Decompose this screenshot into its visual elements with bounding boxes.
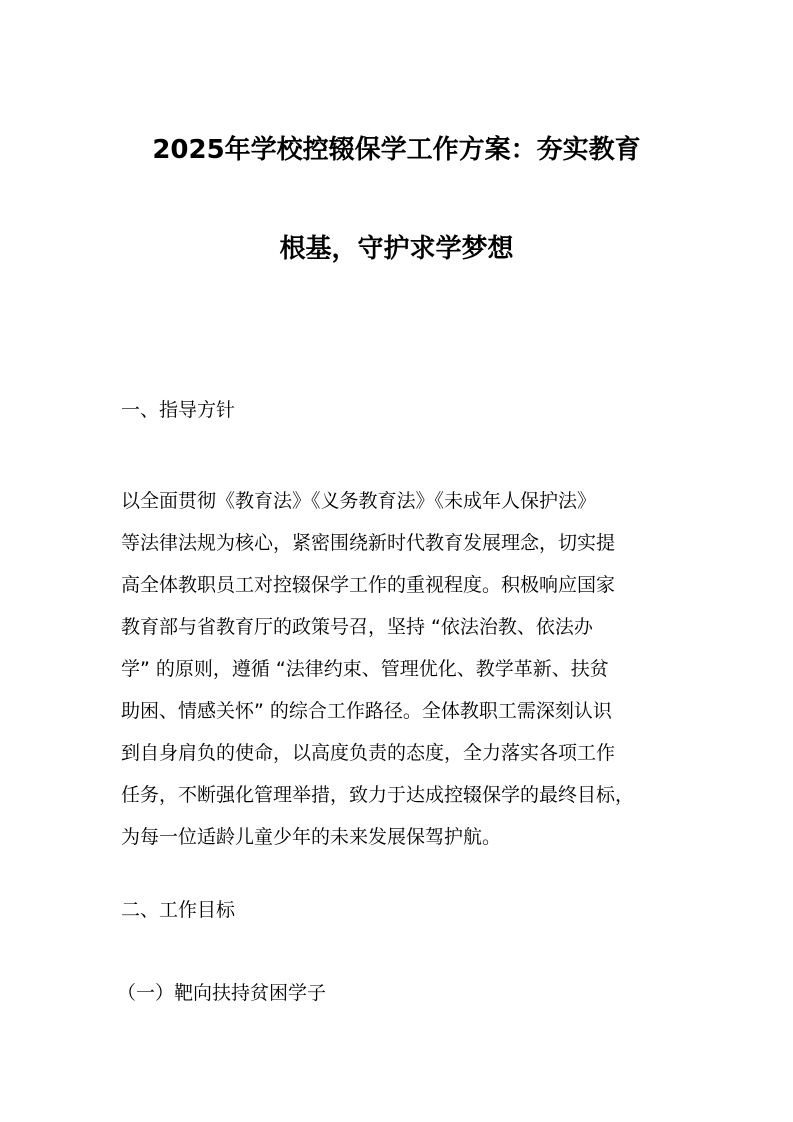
paragraph-line: 学” 的原则，遵循 “法律约束、管理优化、教学革新、扶贫 (121, 658, 609, 680)
paragraph-line: 以全面贯彻《教育法》《义务教育法》《未成年人保护法》 (121, 490, 597, 512)
paragraph-line: 到自身肩负的使命，以高度负责的态度，全力落实各项工作 (121, 742, 616, 764)
section-1-heading: 一、指导方针 (121, 399, 236, 421)
paragraph-line: 高全体教职员工对控辍保学工作的重视程度。积极响应国家 (121, 574, 616, 596)
paragraph-line: 教育部与省教育厅的政策号召，坚持 “依法治教、依法办 (121, 616, 593, 638)
section-1-paragraph (121, 480, 681, 858)
subsection-1-heading: （一）靶向扶持贫困学子 (117, 982, 327, 1004)
section-2-heading: 二、工作目标 (121, 899, 236, 921)
paragraph-line: 等法律法规为核心，紧密围绕新时代教育发展理念，切实提 (121, 532, 616, 554)
document-title-line-2: 根基，守护求学梦想 (279, 234, 514, 264)
paragraph-line: 为每一位适龄儿童少年的未来发展保驾护航。 (121, 826, 502, 848)
paragraph-line: 助困、情感关怀” 的综合工作路径。全体教职工需深刻认识 (121, 700, 612, 722)
document-title-line-1: 2025年学校控辍保学工作方案：夯实教育 (152, 135, 641, 165)
paragraph-line: 任务，不断强化管理举措，致力于达成控辍保学的最终目标， (121, 784, 635, 806)
